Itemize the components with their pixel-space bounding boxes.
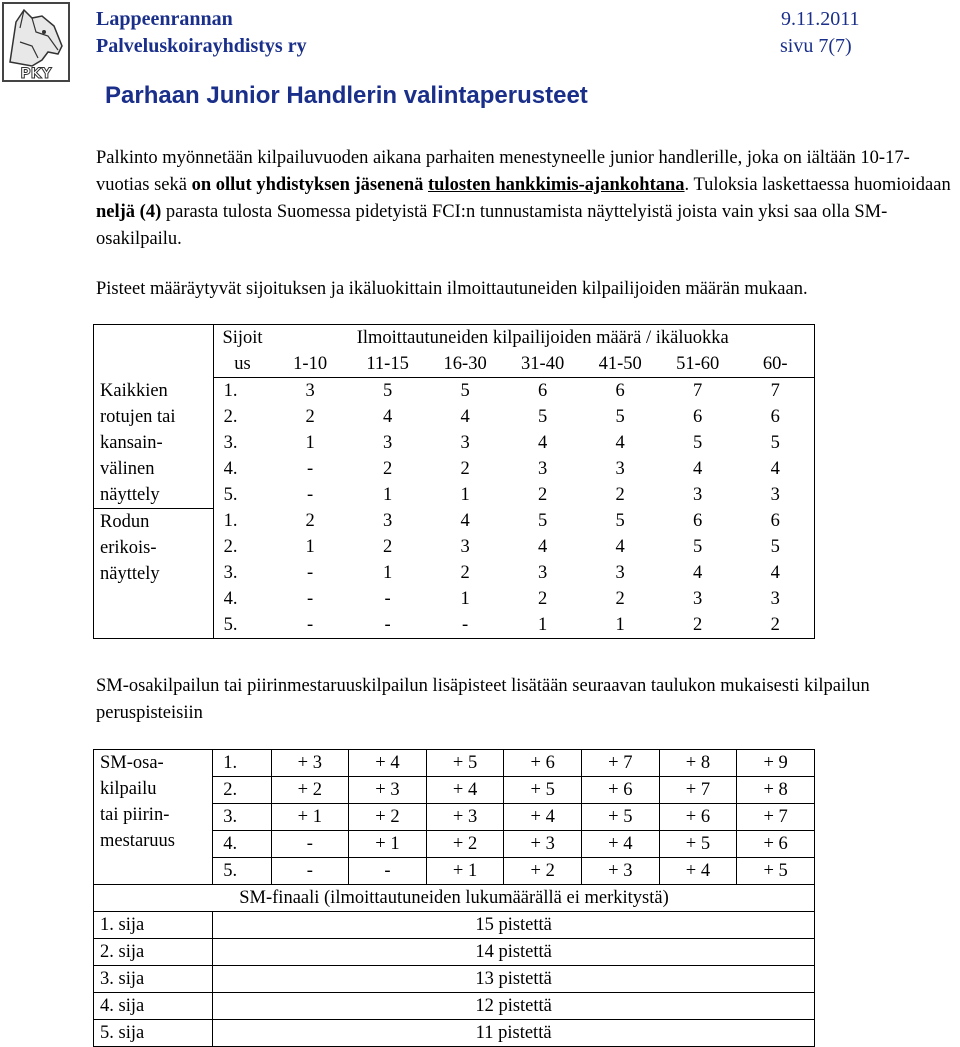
placement-cell: 4. [213,831,271,858]
points-cell: 4 [615,537,625,557]
bonus-cell: + 3 [349,777,427,804]
points-cell: 5 [538,407,548,427]
final-header-row [94,885,815,912]
final-points: 14 pistettä [213,939,815,966]
final-place: 3. sija [94,966,213,993]
points-cell: 3 [770,485,780,505]
dog-logo [2,2,70,82]
logo-letters: PKY [20,66,52,82]
final-points: 13 pistettä [213,966,815,993]
placement-cell: 3. [213,804,271,831]
intro-text-3: parasta tulosta Suomessa pidetyistä FCI:n tunnustamista näyttelyistä joista vain yksi saa olla SM-osakilpailu. [96,202,888,249]
bonus-cell: + 3 [504,831,582,858]
bonus-cell: + 6 [659,804,737,831]
points-cell: 4 [538,433,548,453]
final-place: 2. sija [94,939,213,966]
points-cell: 7 [693,381,703,401]
bonus-cell: + 1 [271,804,349,831]
points-cell: 1 [382,485,393,505]
points-cell: 3 [538,459,548,479]
intro-text-2: . Tuloksia laskettaessa huomioidaan [684,175,951,195]
intro-text-1: Palkinto myönnetään kilpailuvuoden aikana parhaiten menestyneelle junior handlerille, joka on iältään 10-17-vuotias sekä [96,148,910,195]
points-cell: 3 [693,485,703,505]
points-cell: 5 [770,537,780,557]
bonus-cell: + 2 [504,858,582,885]
points-cell: 4 [693,563,703,583]
points-cell: 4 [770,563,780,583]
org-name-line1: Lappeenrannan [96,8,233,30]
points-cell: 1 [305,433,315,453]
points-cell: 1 [538,615,548,635]
intro-text-bold: on ollut yhdistyksen jäsenenä [191,175,429,195]
placement-header-cont: us [213,351,271,378]
points-cell: 2 [460,459,470,479]
placement-cell: 3. [223,433,238,453]
points-cell: - [307,485,314,505]
bonus-cell: + 8 [659,750,737,777]
final-points: 15 pistettä [213,912,815,939]
final-place: 5. sija [94,1020,213,1047]
sm-paragraph: SM-osakilpailun tai piirinmestaruuskilpailun lisäpisteet lisätään seuraavan taulukon mukaisesti kilpailun peruspisteisiin [96,676,870,723]
points-cell: - [384,615,391,635]
points-cell: 1 [460,589,470,609]
placement-cell: 2. [223,407,238,427]
bonus-cell: + 4 [504,804,582,831]
points-cell: 2 [305,407,315,427]
placement-cell: 1. [213,750,271,777]
points-cell: 3 [615,459,625,479]
points-cell: 3 [382,511,393,531]
placement-cell: 1. [223,381,238,401]
placement-header: Sijoit [222,328,263,348]
bonus-cell: + 5 [582,804,660,831]
points-cell: 5 [538,511,548,531]
points-cell: 5 [693,537,703,557]
points-cell: 2 [615,485,625,505]
points-cell: 1 [460,485,470,505]
page-title: Parhaan Junior Handlerin valintaperusteet [105,82,588,109]
bonus-cell: + 8 [737,777,815,804]
points-cell: - [307,459,314,479]
points-cell: 5 [382,381,393,401]
points-cell: 2 [770,615,780,635]
column-header: 31-40 [504,351,582,378]
points-table [93,324,815,639]
participants-header: Ilmoittautuneiden kilpailijoiden määrä / ikäluokka [356,328,729,348]
points-cell: 4 [615,433,625,453]
points-cell: - [384,589,391,609]
bonus-cell: + 4 [659,858,737,885]
column-header: 11-15 [349,351,427,378]
points-cell: - [307,589,314,609]
points-cell: 5 [693,433,703,453]
points-cell: 3 [460,433,470,453]
bonus-cell: + 2 [271,777,349,804]
points-cell: 6 [615,381,625,401]
placement-cell: 4. [223,459,238,479]
bonus-cell: - [271,831,349,858]
bonus-points-table [93,749,815,1047]
final-row [94,939,815,966]
points-cell: 3 [382,433,393,453]
points-cell: 4 [693,459,703,479]
points-cell: - [307,563,314,583]
points-cell: 1 [615,615,625,635]
points-cell: 3 [693,589,703,609]
group-label: Rodun erikois- näyttely [94,508,214,639]
bonus-cell: - [271,858,349,885]
column-header: 51-60 [659,351,737,378]
table-corner [94,325,214,378]
final-row [94,912,815,939]
bonus-cell: + 5 [426,750,504,777]
points-cell: 4 [770,459,780,479]
points-cell: 2 [382,459,393,479]
points-cell: - [307,615,314,635]
placement-cell: 1. [223,511,238,531]
bonus-cell: + 7 [737,804,815,831]
points-cell: 4 [460,511,470,531]
bonus-cell: + 9 [737,750,815,777]
bonus-cell: + 4 [582,831,660,858]
intro-paragraph [96,145,956,253]
points-cell: 6 [693,511,703,531]
bonus-cell: + 2 [426,831,504,858]
points-cell: 5 [615,407,625,427]
bonus-cell: + 6 [737,831,815,858]
column-header: 1-10 [271,351,348,378]
points-cell: 2 [538,485,548,505]
page-number: sivu 7(7) [780,35,852,57]
points-cell: 5 [460,381,470,401]
placement-cell: 3. [223,563,238,583]
column-header: 60- [736,351,814,378]
final-place: 4. sija [94,993,213,1020]
bonus-cell: + 4 [349,750,427,777]
points-cell: 5 [770,433,780,453]
table-row [94,508,815,534]
org-name-line2: Palveluskoirayhdistys ry [96,35,307,57]
points-cell: 4 [538,537,548,557]
bonus-cell: + 1 [349,831,427,858]
bonus-cell: + 7 [582,750,660,777]
points-cell: 7 [770,381,780,401]
points-cell: 2 [538,589,548,609]
final-header: SM-finaali (ilmoittautuneiden lukumäärällä ei merkitystä) [94,885,815,912]
placement-cell: 2. [213,777,271,804]
bonus-cell: + 5 [659,831,737,858]
points-paragraph: Pisteet määräytyvät sijoituksen ja ikäluokittain ilmoittautuneiden kilpailijoiden määrän mukaan. [96,279,808,299]
bonus-cell: - [349,858,427,885]
final-row [94,966,815,993]
points-cell: 1 [305,537,315,557]
column-header: 41-50 [581,351,659,378]
points-cell: 6 [693,407,703,427]
intro-text-underlined: tulosten hankkimis-ajankohtana [428,175,685,195]
bonus-cell: + 5 [737,858,815,885]
column-header: 16-30 [426,351,504,378]
bonus-cell: + 6 [504,750,582,777]
points-cell: 2 [693,615,703,635]
points-cell: 2 [460,563,470,583]
bonus-cell: + 3 [426,804,504,831]
points-cell: 6 [538,381,548,401]
points-cell: 5 [615,511,625,531]
bonus-cell: + 3 [582,858,660,885]
group-label: Kaikkien rotujen tai kansain- välinen näyttely [94,378,214,509]
placement-cell: 5. [223,615,238,635]
bonus-cell: + 4 [426,777,504,804]
table-row [94,378,815,405]
points-cell: 6 [770,407,780,427]
table-row [94,750,815,777]
bonus-cell: + 2 [349,804,427,831]
points-cell: 3 [615,563,625,583]
points-cell: 3 [770,589,780,609]
points-cell: 2 [615,589,625,609]
points-cell: 1 [382,563,393,583]
bonus-cell: + 6 [582,777,660,804]
final-points: 12 pistettä [213,993,815,1020]
points-cell: - [462,615,469,635]
document-date: 9.11.2011 [781,8,860,30]
points-cell: 2 [305,511,315,531]
placement-cell: 4. [223,589,238,609]
bonus-cell: + 3 [271,750,349,777]
table-header-row [94,325,815,352]
bonus-cell: + 7 [659,777,737,804]
points-cell: 6 [770,511,780,531]
final-points: 11 pistettä [213,1020,815,1047]
final-row [94,1020,815,1047]
placement-cell: 5. [213,858,271,885]
bonus-cell: + 1 [426,858,504,885]
points-cell: 2 [382,537,393,557]
intro-text-count: neljä (4) [96,202,162,222]
points-cell: 4 [460,407,470,427]
final-row [94,993,815,1020]
final-place: 1. sija [94,912,213,939]
sm-label: SM-osa- kilpailu tai piirin- mestaruus [94,750,213,885]
bonus-cell: + 5 [504,777,582,804]
placement-cell: 2. [223,537,238,557]
placement-cell: 5. [223,485,238,505]
points-cell: 3 [460,537,470,557]
points-cell: 4 [382,407,393,427]
points-cell: 3 [305,381,315,401]
points-cell: 3 [538,563,548,583]
